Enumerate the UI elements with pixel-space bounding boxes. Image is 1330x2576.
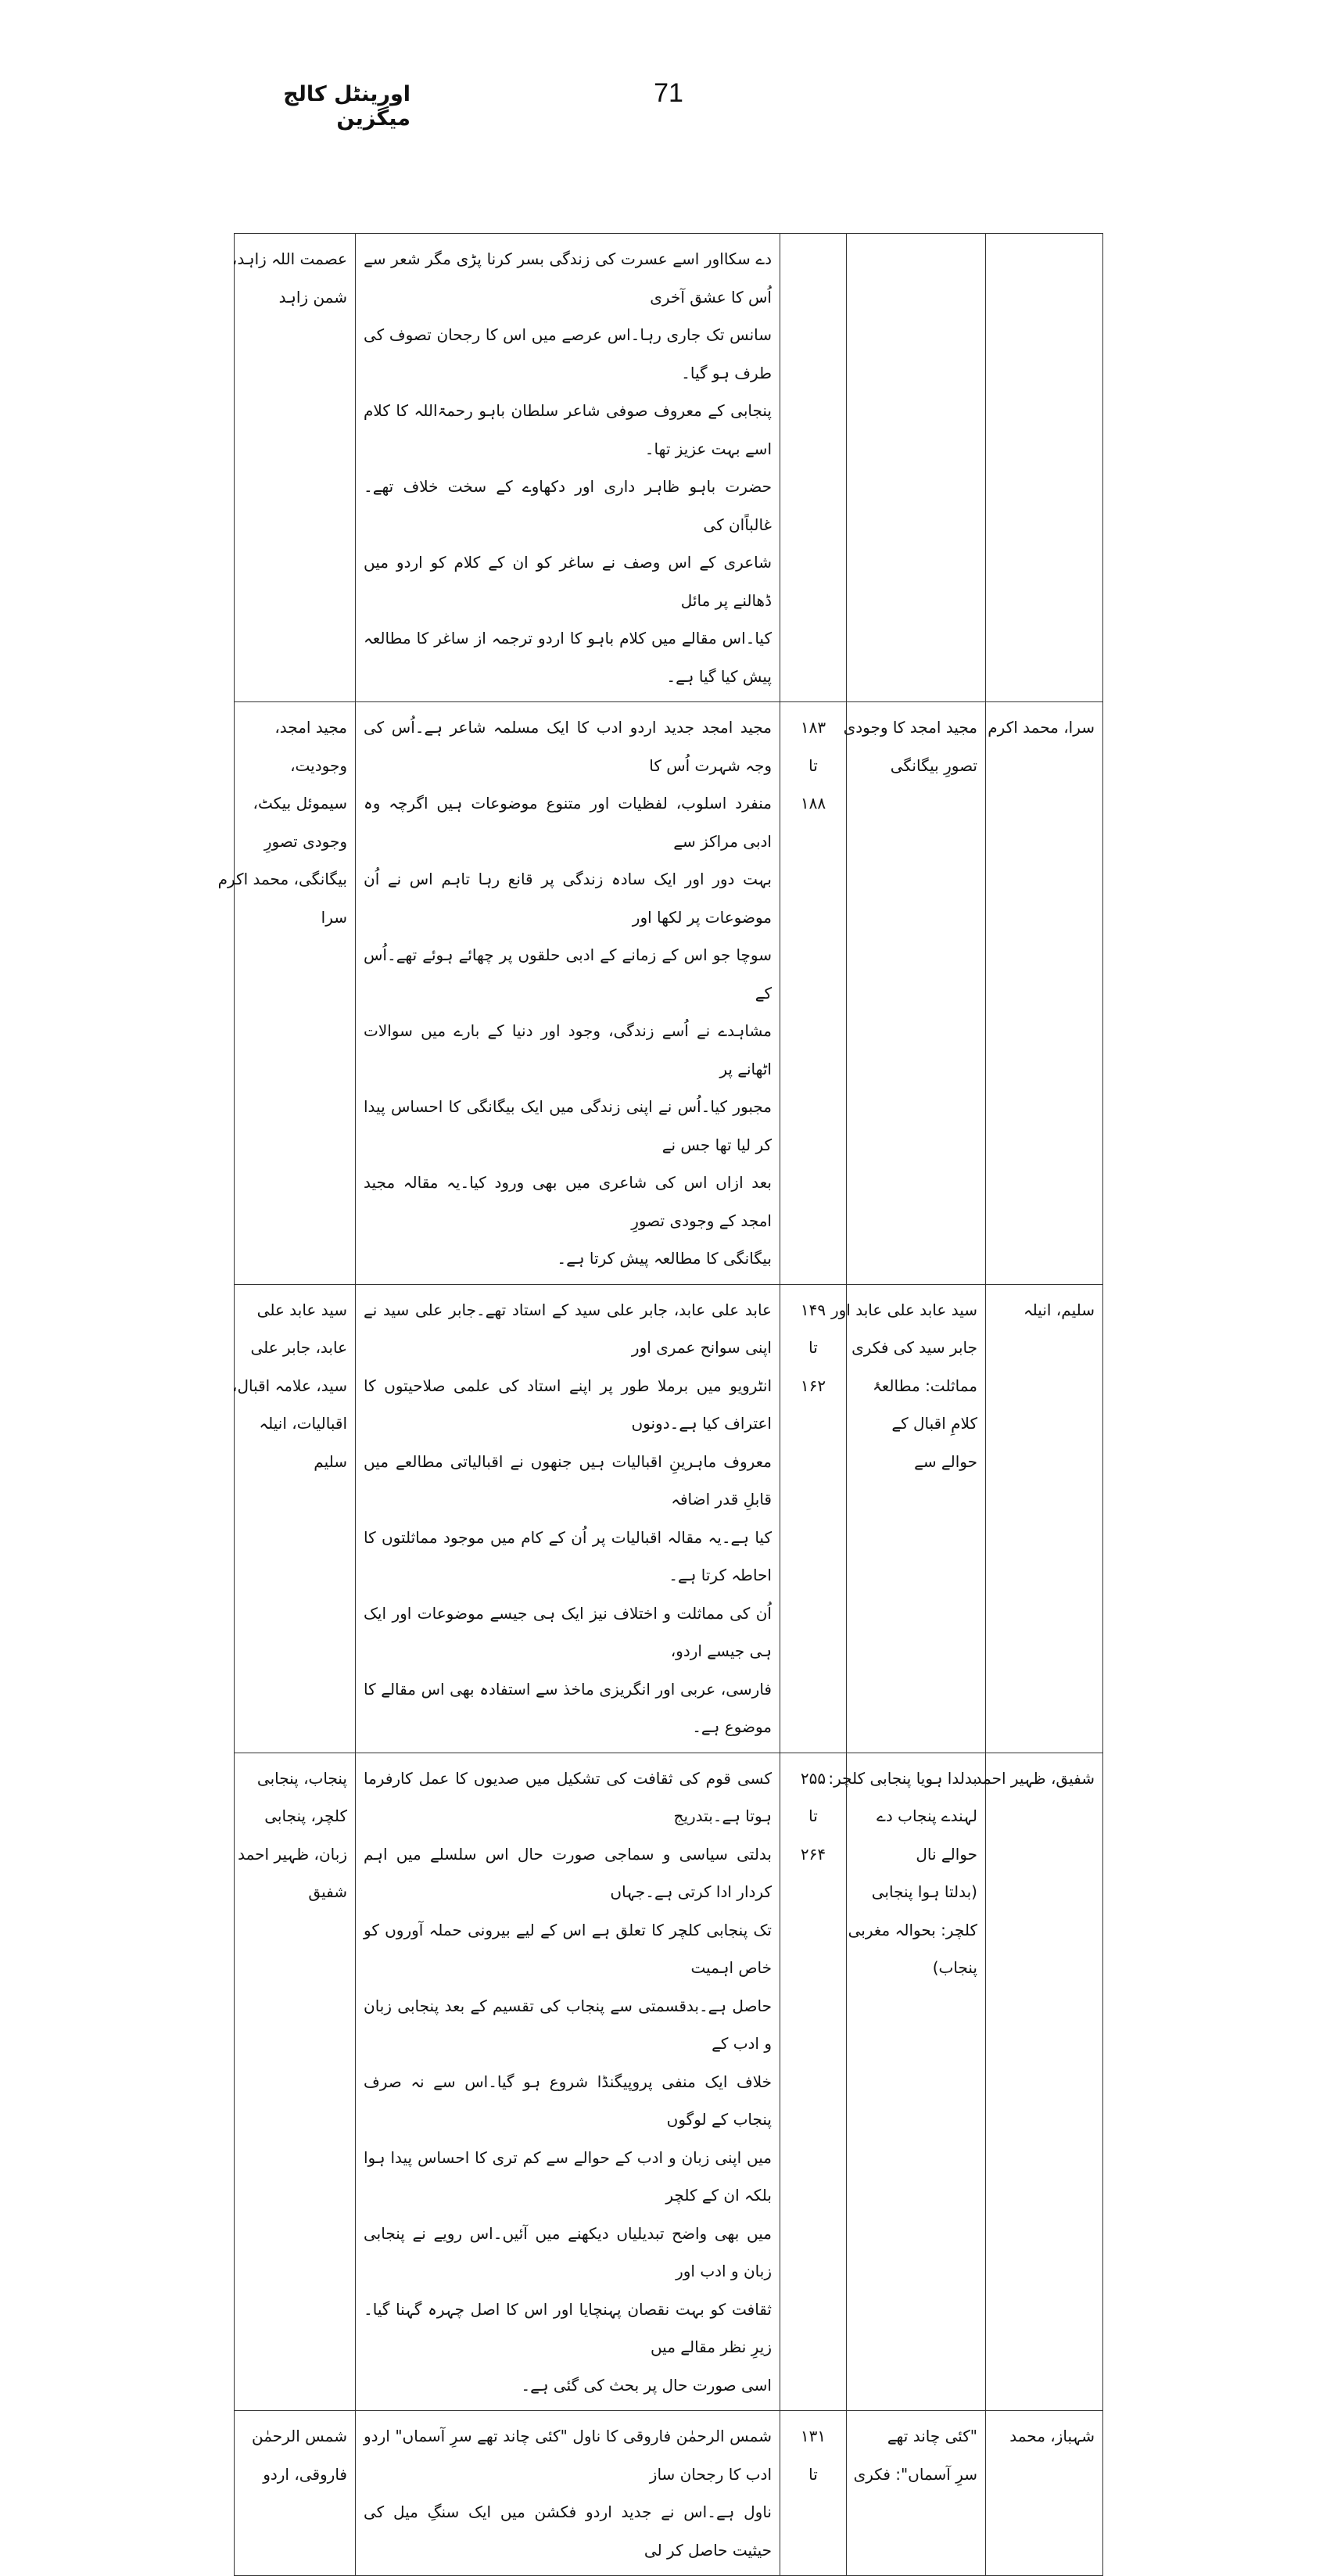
abstract-line: دے سکااور اسے عسرت کی زندگی بسر کرنا پڑی مگر شعر سے اُس کا عشق آخری xyxy=(364,249,772,307)
title-line: (بدلتا ہوا پنجابی xyxy=(871,1882,977,1901)
keywords-line: سید، علامہ اقبال، xyxy=(232,1376,347,1395)
keywords-line: زبان، ظہیر احمد xyxy=(238,1844,347,1864)
abstract-line: حاصل ہے۔بدقسمتی سے پنجاب کی تقسیم کے بعد پنجابی زبان و ادب کے xyxy=(364,1996,772,2053)
title-cell xyxy=(843,702,986,1285)
pages-cell xyxy=(780,234,847,702)
page-number: 71 xyxy=(654,78,683,108)
abstract-line: مجید امجد جدید اردو ادب کا ایک مسلمہ شاعر ہے۔اُس کی وجہ شہرت اُس کا xyxy=(364,718,772,775)
title-line: پنجاب) xyxy=(932,1958,977,1977)
page-range-line: تا xyxy=(808,1806,818,1825)
abstract-cell xyxy=(356,1753,780,2411)
table-row xyxy=(235,234,1103,702)
title-line: حوالے نال xyxy=(916,1844,977,1864)
keywords-line: شمن زاہد xyxy=(278,287,347,307)
page-range-line: ۱۸۳ xyxy=(800,718,826,737)
abstract-cell xyxy=(356,2411,780,2576)
table-row xyxy=(235,1753,1103,2411)
abstract-line: انٹرویو میں برملا طور پر اپنے استاد کی علمی صلاحیتوں کا اعتراف کیا ہے۔دونوں xyxy=(364,1376,772,1433)
keywords-line: سرا xyxy=(321,907,347,927)
title-line: سید عابد علی عابد اور xyxy=(830,1300,977,1319)
author-cell xyxy=(986,2411,1103,2576)
keywords-line: شمس الرحمٰن xyxy=(251,2427,347,2445)
keywords-line: پنجاب، پنجابی xyxy=(256,1768,347,1788)
abstract-line: ثقافت کو بہت نقصان پہنچایا اور اس کا اصل چہرہ گہنا گیا۔زیرِ نظر مقالے میں xyxy=(364,2299,772,2356)
title-line: مماثلت: مطالعۂ xyxy=(873,1376,977,1395)
keywords-cell xyxy=(232,1284,356,1753)
abstract-line: بعد ازاں اس کی شاعری میں بھی ورود کیا۔یہ مقالہ مجید امجد کے وجودی تصورِ xyxy=(364,1173,772,1230)
article-index-table xyxy=(217,233,1103,2576)
title-line: مجید امجد کا وجودی xyxy=(843,718,977,737)
title-line: حوالے سے xyxy=(914,1451,977,1471)
title-line: سرِ آسماں": فکری xyxy=(853,2464,977,2484)
keywords-line: سید عابد علی xyxy=(256,1300,347,1319)
keywords-cell xyxy=(231,234,356,702)
abstract-line: ناول ہے۔اس نے جدید اردو فکشن میں ایک سنگِ میل کی حیثیت حاصل کر لی xyxy=(364,2502,772,2560)
abstract-line: شمس الرحمٰن فاروقی کا ناول "کئی چاند تھے سرِ آسماں" اردو ادب کا رجحان ساز xyxy=(364,2427,772,2484)
keywords-line: شفیق xyxy=(308,1882,347,1901)
keywords-cell xyxy=(217,702,356,1285)
keywords-line: سلیم xyxy=(314,1451,347,1471)
abstract-line: بہت دور اور ایک سادہ زندگی پر قانع رہا تاہم اس نے اُن موضوعات پر لکھا اور xyxy=(364,870,772,927)
abstract-cell xyxy=(356,702,780,1285)
abstract-line: میں بھی واضح تبدیلیاں دیکھنے میں آئیں۔اس رویے نے پنجابی زبان و ادب اور xyxy=(364,2223,772,2280)
abstract-line: معروف ماہرینِ اقبالیات ہیں جنھوں نے اقبالیاتی مطالعے میں قابلِ قدر اضافہ xyxy=(364,1451,772,1509)
author-name: سرا، محمد اکرم xyxy=(988,718,1095,737)
keywords-line: فاروقی، اردو xyxy=(263,2464,347,2484)
page-range-line: ۱۸۸ xyxy=(800,794,826,813)
keywords-line: سیموئل بیکٹ، xyxy=(253,794,347,813)
author-cell xyxy=(986,234,1103,702)
abstract-cell xyxy=(356,1284,780,1753)
abstract-line: بدلتی سیاسی و سماجی صورت حال اس سلسلے میں اہم کردار ادا کرتی ہے۔جہاں xyxy=(364,1844,772,1901)
abstract-line: پنجابی کے معروف صوفی شاعر سلطان باہو رحمۃاللہ کا کلام اسے بہت عزیز تھا۔ xyxy=(364,401,772,458)
keywords-line: وجودی تصورِ xyxy=(263,831,347,851)
abstract-line: منفرد اسلوب، لفظیات اور متنوع موضوعات ہیں اگرچہ وہ ادبی مراکز سے xyxy=(364,794,772,851)
title-cell xyxy=(828,1753,986,2411)
keywords-line: عابد، جابر علی xyxy=(250,1338,347,1357)
abstract-line: کیا۔اس مقالے میں کلام باہو کا اردو ترجمہ از ساغر کا مطالعہ پیش کیا گیا ہے۔ xyxy=(364,629,772,686)
abstract-line: اسی صورت حال پر بحث کی گئی ہے۔ xyxy=(521,2375,772,2395)
table-row xyxy=(235,1284,1103,1753)
keywords-cell xyxy=(235,2411,356,2576)
author-name: سلیم، انیلہ xyxy=(1023,1300,1095,1319)
title-cell xyxy=(830,1284,986,1753)
page-range-line: ۲۵۵ xyxy=(800,1768,826,1788)
keywords-line: اقبالیات، انیلہ xyxy=(259,1414,347,1433)
title-cell xyxy=(847,2411,986,2576)
title-line: بدلدا ہویا پنجابی کلچر: xyxy=(828,1768,977,1788)
author-cell xyxy=(986,702,1103,1285)
table-body xyxy=(217,234,1103,2576)
abstract-line: فارسی، عربی اور انگریزی ماخذ سے استفادہ بھی اس مقالے کا موضوع ہے۔ xyxy=(364,1679,772,1736)
pages-cell xyxy=(780,2411,847,2576)
page-range-line: تا xyxy=(808,2464,818,2484)
pages-cell xyxy=(780,702,847,1285)
title-line: "کئی چاند تھے xyxy=(887,2427,977,2445)
abstract-line: مشاہدے نے اُسے زندگی، وجود اور دنیا کے بارے میں سوالات اٹھانے پر xyxy=(364,1021,772,1078)
author-name: شفیق، ظہیر احمد xyxy=(974,1768,1095,1788)
page-range-line: ۲۶۴ xyxy=(800,1844,826,1864)
abstract-line: مجبور کیا۔اُس نے اپنی زندگی میں ایک بیگانگی کا احساس پیدا کر لیا تھا جس نے xyxy=(364,1097,772,1154)
keywords-line: وجودیت، xyxy=(290,755,347,775)
author-cell xyxy=(986,1284,1103,1753)
abstract-cell xyxy=(356,234,780,702)
journal-title: اورینٹل کالج میگزین xyxy=(283,82,410,131)
pages-cell xyxy=(780,1753,847,2411)
page-range-line: تا xyxy=(808,755,818,775)
abstract-line: تک پنجابی کلچر کا تعلق ہے اس کے لیے بیرونی حملہ آوروں کو خاص اہمیت xyxy=(364,1920,772,1977)
page-range-line: تا xyxy=(808,1338,818,1357)
keywords-cell xyxy=(235,1753,356,2411)
author-name: شہباز، محمد xyxy=(1009,2427,1095,2445)
abstract-line: سوچا جو اس کے زمانے کے ادبی حلقوں پر چھائے ہوئے تھے۔اُس کے xyxy=(364,945,772,1003)
keywords-line: بیگانگی، محمد اکرم xyxy=(217,870,347,888)
table-row xyxy=(235,2411,1103,2576)
abstract-line: عابد علی عابد، جابر علی سید کے استاد تھے۔جابر علی سید نے اپنی سوانح عمری اور xyxy=(364,1300,772,1357)
abstract-line: خلاف ایک منفی پروپیگنڈا شروع ہو گیا۔اس سے نہ صرف پنجاب کے لوگوں xyxy=(364,2072,772,2129)
title-line: کلامِ اقبال کے xyxy=(891,1414,977,1433)
title-cell xyxy=(847,234,986,702)
pages-cell xyxy=(780,1284,847,1753)
keywords-line: مجید امجد، xyxy=(274,718,347,737)
abstract-line: شاعری کے اس وصف نے ساغر کو ان کے کلام کو اردو میں ڈھالنے پر مائل xyxy=(364,553,772,610)
abstract-line: کیا ہے۔یہ مقالہ اقبالیات پر اُن کے کام میں موجود مماثلتوں کا احاطہ کرتا ہے۔ xyxy=(364,1527,772,1584)
abstract-line: میں اپنی زبان و ادب کے حوالے سے کم تری کا احساس پیدا ہوا بلکہ ان کے کلچر xyxy=(364,2147,772,2205)
page-range-line: ۱۳۱ xyxy=(800,2427,826,2445)
title-line: لہندے پنجاب دے xyxy=(877,1806,977,1825)
title-line: کلچر: بحوالہ مغربی xyxy=(848,1920,977,1939)
abstract-line: بیگانگی کا مطالعہ پیش کرتا ہے۔ xyxy=(557,1249,772,1268)
page-range-line: ۱۴۹ xyxy=(800,1300,826,1319)
title-line: تصورِ بیگانگی xyxy=(890,755,977,775)
table-row xyxy=(235,702,1103,1285)
title-line: جابر سید کی فکری xyxy=(851,1338,977,1357)
abstract-line: سانس تک جاری رہا۔اس عرصے میں اس کا رجحان تصوف کی طرف ہو گیا۔ xyxy=(364,325,772,382)
page-range-line: ۱۶۲ xyxy=(800,1376,826,1395)
abstract-line: حضرت باہو ظاہر داری اور دکھاوے کے سخت خلاف تھے۔غالباًان کی xyxy=(364,477,772,534)
keywords-line: کلچر، پنجابی xyxy=(264,1806,347,1825)
abstract-line: کسی قوم کی ثقافت کی تشکیل میں صدیوں کا عمل کارفرما ہوتا ہے۔بتدریج xyxy=(364,1768,772,1825)
author-cell xyxy=(974,1753,1103,2411)
keywords-line: عصمت اللہ زاہد، xyxy=(231,249,347,268)
abstract-line: اُن کی مماثلت و اختلاف نیز ایک ہی جیسے موضوعات اور ایک ہی جیسے اردو، xyxy=(364,1603,772,1660)
